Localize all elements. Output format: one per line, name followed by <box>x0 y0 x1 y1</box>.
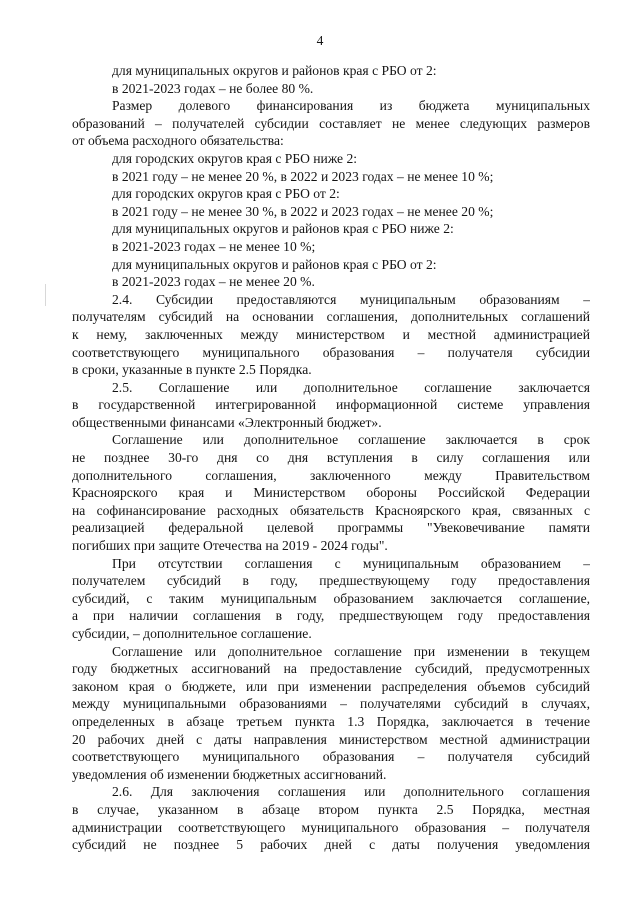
text-line: погибших при защите Отечества на 2019 - 2024 годы". <box>72 538 388 554</box>
text-line: в случае, указанном в абзаце втором пункта 2.5 Порядка, местная <box>72 801 590 817</box>
text-line: 2.4. Субсидии предоставляются муниципальным образованиям – <box>112 291 590 307</box>
text-line: для городских округов края с РБО ниже 2: <box>112 150 358 166</box>
text-line: в государственной интегрированной информационной системе управления <box>72 397 590 413</box>
text-line: в 2021-2023 годах – не менее 20 %. <box>112 274 315 290</box>
text-line: реализацией федеральной целевой программы "Увековечивание памяти <box>72 520 590 536</box>
text-line: на софинансирование расходных обязательств Красноярского края, связанных с <box>72 502 590 518</box>
text-line: образований – получателей субсидии составляет не менее следующих размеров <box>72 115 590 131</box>
text-line: получателем субсидий в году, предшествующему году предоставления <box>72 573 590 589</box>
text-line: общественными финансами «Электронный бюджет». <box>72 414 382 430</box>
text-line: для городских округов края с РБО от 2: <box>112 186 340 202</box>
text-line: соответствующего муниципального образования – получателя субсидии <box>72 344 590 360</box>
text-line: 20 рабочих дней с даты направления министерством местной администрации <box>72 731 590 747</box>
text-line: для муниципальных округов и районов края с РБО от 2: <box>112 256 437 272</box>
page-number: 4 <box>316 33 324 48</box>
text-line: Соглашение или дополнительное соглашение заключается в срок <box>112 432 590 448</box>
document-body <box>72 62 590 854</box>
text-line: году бюджетных ассигнований на предоставление субсидий, предусмотренных <box>72 661 590 677</box>
text-line: Соглашение или дополнительное соглашение при изменении в текущем <box>112 643 590 659</box>
text-line: 2.6. Для заключения соглашения или дополнительного соглашения <box>112 784 590 800</box>
text-line: 2.5. Соглашение или дополнительное соглашение заключается <box>112 379 590 395</box>
text-line: уведомления об изменении бюджетных ассигнований. <box>72 766 387 782</box>
text-line: к нему, заключенных между министерством и местной администрацией <box>72 326 590 342</box>
text-line: получателям субсидий на основании соглашения, дополнительных соглашений <box>72 309 590 325</box>
text-line: в сроки, указанные в пункте 2.5 Порядка. <box>72 362 312 378</box>
text-line: субсидии, – дополнительное соглашение. <box>72 626 312 641</box>
text-line: Размер долевого финансирования из бюджета муниципальных <box>112 98 590 114</box>
text-line: для муниципальных округов и районов края с РБО ниже 2: <box>112 221 454 237</box>
text-line: дополнительного соглашения, заключенного между Правительством <box>72 467 590 483</box>
text-line: не позднее 30-го дня со дня вступления в силу соглашения или <box>72 450 590 466</box>
text-line: между муниципальными образованиями – получателями субсидий в случаях, <box>72 696 590 712</box>
text-line: При отсутствии соглашения с муниципальным образованием – <box>112 555 590 571</box>
text-line: в 2021 году – не менее 30 %, в 2022 и 2023 годах – не менее 20 %; <box>112 203 494 219</box>
text-line: законом края о бюджете, или при изменении распределения объемов субсидий <box>72 678 590 694</box>
text-line: субсидий не позднее 5 рабочих дней с даты получения уведомления <box>72 837 590 853</box>
text-line: от объема расходного обязательства: <box>72 133 284 149</box>
text-line: а при наличии соглашения в году, предшествующем году предоставления <box>72 608 590 624</box>
text-line: Красноярского края и Министерством обороны Российской Федерации <box>72 485 590 501</box>
margin-mark <box>45 284 46 306</box>
text-line: в 2021 году – не менее 20 %, в 2022 и 2023 годах – не менее 10 %; <box>112 168 494 184</box>
text-line: соответствующего муниципального образования – получателя субсидий <box>72 749 590 765</box>
text-line: в 2021-2023 годах – не более 80 %. <box>112 80 314 96</box>
text-line: в 2021-2023 годах – не менее 10 %; <box>112 238 316 254</box>
text-line: определенных в абзаце третьем пункта 1.3 Порядка, заключается в течение <box>72 713 590 729</box>
text-line: субсидий, с таким муниципальным образованием заключается соглашение, <box>72 590 590 606</box>
text-line: для муниципальных округов и районов края с РБО от 2: <box>112 63 437 78</box>
text-line: администрации соответствующего муниципального образования – получателя <box>72 819 590 835</box>
